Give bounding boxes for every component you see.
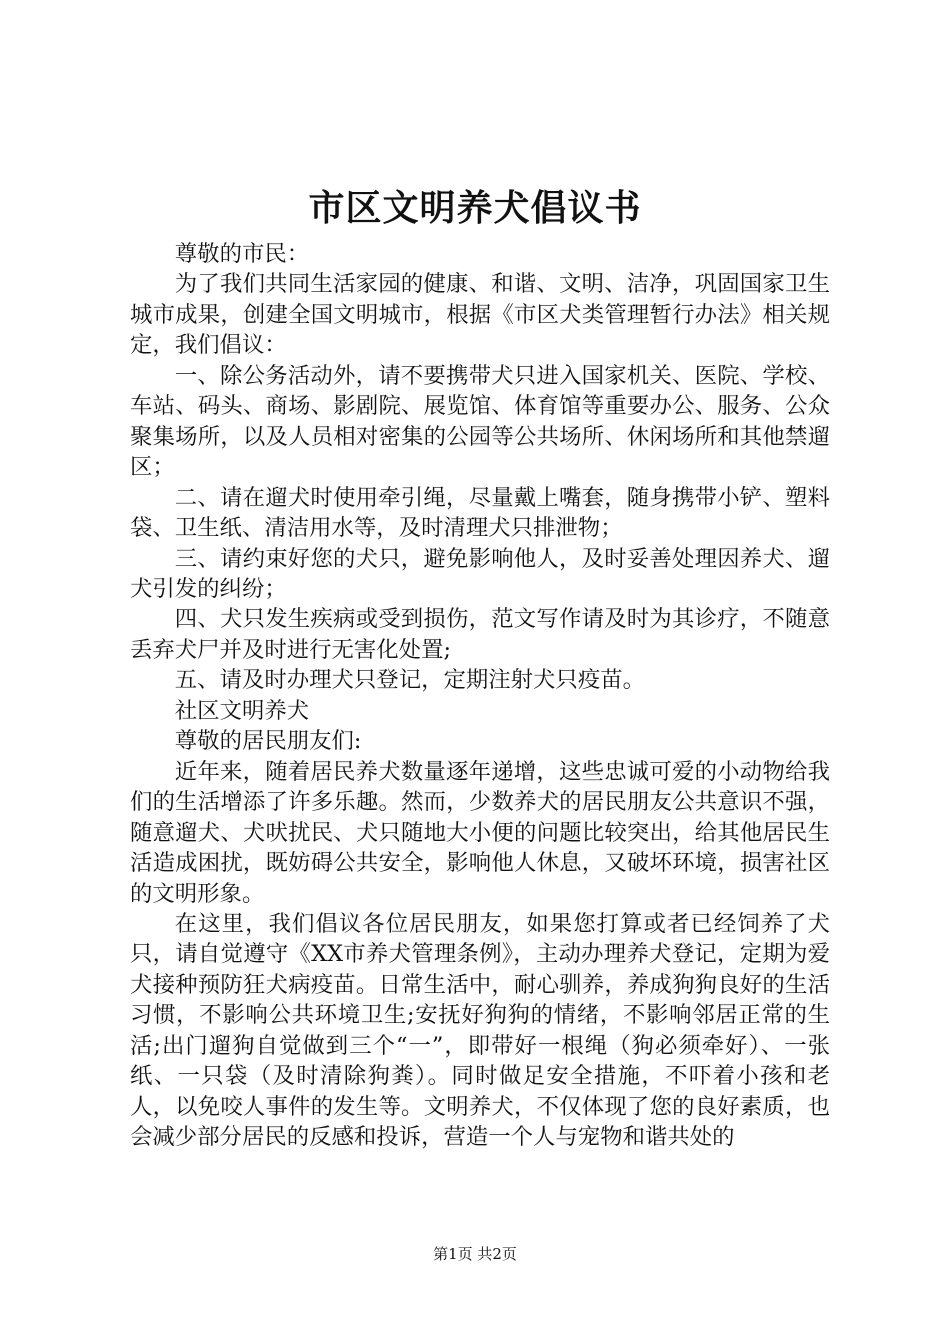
intro-paragraph: 为了我们共同生活家园的健康、和谐、文明、洁净，巩固国家卫生城市成果，创建全国文明城市，根据《市区犬类管理暂行办法》相关规定，我们倡议： [130,271,830,359]
background-paragraph: 近年来，随着居民养犬数量逐年递增，这些忠诚可爱的小动物给我们的生活增添了许多乐趣。然而，少数养犬的居民朋友公共意识不强，随意遛犬、犬吠扰民、犬只随地大小便的问题比较突出，给其他居民生活造成困扰，既妨碍公共安全，影响他人休息，又破坏环境，损害社区的文明形象。 [130,758,830,907]
proposal-item-4: 四、犬只发生疾病或受到损伤，范文写作请及时为其诊疗，不随意丢弃犬尸并及时进行无害化处置; [130,606,830,663]
proposal-item-2: 二、请在遛犬时使用牵引绳，尽量戴上嘴套，随身携带小铲、塑料袋、卫生纸、清洁用水等，及时清理犬只排泄物； [130,484,830,542]
salutation-residents: 尊敬的居民朋友们: [174,728,362,755]
proposal-item-1: 一、除公务活动外，请不要携带犬只进入国家机关、医院、学校、车站、码头、商场、影剧院、展览馆、体育馆等重要办公、服务、公众聚集场所，以及人员相对密集的公园等公共场所、休闲场所和其他禁遛区； [130,362,830,481]
proposal-item-3: 三、请约束好您的犬只，避免影响他人，及时妥善处理因养犬、遛犬引发的纠纷； [130,545,830,602]
document-body [130,239,830,1153]
document-title: 市区文明养犬倡议书 [308,187,642,229]
salutation: 尊敬的市民： [174,241,310,267]
appeal-paragraph: 在这里，我们倡议各位居民朋友，如果您打算或者已经饲养了犬只，请自觉遵守《XX市养犬管理条例》，主动办理养犬登记，定期为爱犬接种预防狂犬病疫苗。日常生活中，耐心驯养，养成狗狗良好的生活习惯，不影响公共环境卫生;安抚好狗狗的情绪，不影响邻居正常的生活;出门遛狗自觉做到三个“一”，即带好一根绳（狗必须牵好）、一张纸、一只袋（及时清除狗粪）。同时做足安全措施，不吓着小孩和老人，以免咬人事件的发生等。文明养犬，不仅体现了您的良好素质，也会减少部分居民的反感和投诉，营造一个人与宠物和谐共处的 [130,910,830,1151]
page-number: 第1页 共2页 [433,1245,517,1263]
section-heading: 社区文明养犬 [174,697,310,724]
proposal-item-5: 五、请及时办理犬只登记，定期注射犬只疫苗。 [174,667,645,694]
